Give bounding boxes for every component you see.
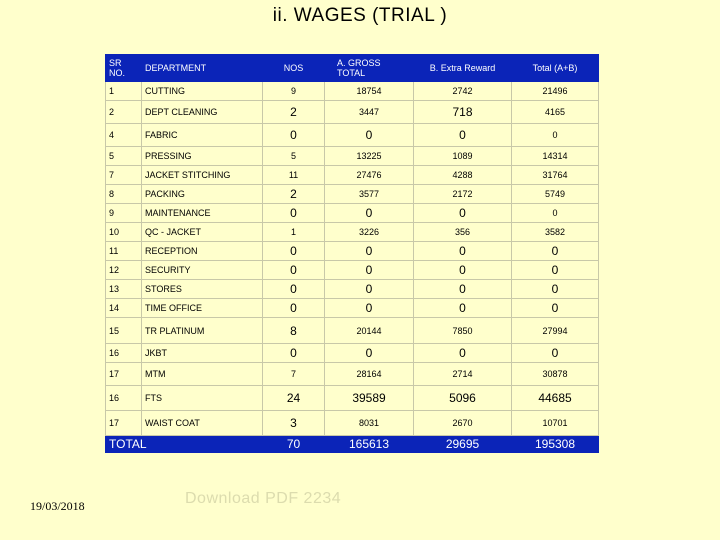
cell-sr: 16 [106,386,142,411]
cell-nos: 0 [263,261,325,280]
cell-extra-reward: 0 [414,299,512,318]
table-row [106,411,599,436]
cell-total: 3582 [512,223,599,242]
header-extra-reward: B. Extra Reward [414,55,512,82]
cell-nos: 2 [263,185,325,204]
cell-extra-reward: 356 [414,223,512,242]
cell-department: PRESSING [142,147,263,166]
table-row [106,185,599,204]
cell-department: FTS [142,386,263,411]
cell-extra-reward: 0 [414,204,512,223]
cell-gross-total: 0 [325,344,414,363]
cell-nos: 0 [263,299,325,318]
cell-total: 14314 [512,147,599,166]
wages-table [105,54,599,453]
cell-department: JKBT [142,344,263,363]
total-label: TOTAL [106,436,263,453]
total-extra: 29695 [414,436,512,453]
cell-nos: 8 [263,318,325,344]
cell-nos: 11 [263,166,325,185]
cell-sr: 13 [106,280,142,299]
cell-sr: 9 [106,204,142,223]
cell-gross-total: 13225 [325,147,414,166]
cell-department: DEPT CLEANING [142,101,263,124]
cell-gross-total: 18754 [325,82,414,101]
cell-gross-total: 39589 [325,386,414,411]
cell-department: TR PLATINUM [142,318,263,344]
header-department: DEPARTMENT [142,55,263,82]
table-row [106,166,599,185]
cell-sr: 14 [106,299,142,318]
cell-sr: 1 [106,82,142,101]
cell-gross-total: 3447 [325,101,414,124]
total-gross: 165613 [325,436,414,453]
table-row [106,124,599,147]
cell-extra-reward: 4288 [414,166,512,185]
cell-sr: 11 [106,242,142,261]
cell-nos: 24 [263,386,325,411]
total-row [106,436,599,453]
cell-nos: 0 [263,124,325,147]
cell-department: QC - JACKET [142,223,263,242]
total-nos: 70 [263,436,325,453]
cell-department: MTM [142,363,263,386]
cell-nos: 3 [263,411,325,436]
cell-extra-reward: 0 [414,124,512,147]
table-row [106,386,599,411]
table-row [106,223,599,242]
cell-nos: 0 [263,242,325,261]
table-row [106,299,599,318]
cell-extra-reward: 7850 [414,318,512,344]
cell-nos: 7 [263,363,325,386]
table-row [106,242,599,261]
cell-gross-total: 27476 [325,166,414,185]
cell-gross-total: 0 [325,242,414,261]
cell-nos: 9 [263,82,325,101]
cell-nos: 0 [263,344,325,363]
cell-gross-total: 0 [325,204,414,223]
header-gross-total: A. GROSS TOTAL [325,55,414,82]
cell-sr: 16 [106,344,142,363]
cell-nos: 0 [263,204,325,223]
cell-gross-total: 28164 [325,363,414,386]
cell-total: 0 [512,204,599,223]
cell-extra-reward: 1089 [414,147,512,166]
cell-gross-total: 0 [325,299,414,318]
cell-total: 27994 [512,318,599,344]
cell-total: 4165 [512,101,599,124]
total-total: 195308 [512,436,599,453]
page-title: ii. WAGES (TRIAL ) [272,5,448,26]
cell-extra-reward: 2742 [414,82,512,101]
cell-department: STORES [142,280,263,299]
cell-sr: 7 [106,166,142,185]
cell-sr: 10 [106,223,142,242]
footer-date: 19/03/2018 [30,499,85,513]
cell-gross-total: 0 [325,280,414,299]
cell-extra-reward: 2670 [414,411,512,436]
cell-department: FABRIC [142,124,263,147]
cell-sr: 4 [106,124,142,147]
cell-nos: 0 [263,280,325,299]
cell-total: 21496 [512,82,599,101]
cell-total: 0 [512,344,599,363]
cell-total: 0 [512,280,599,299]
table-row [106,280,599,299]
header-sr: SR NO. [106,55,142,82]
cell-gross-total: 0 [325,124,414,147]
table-body [106,82,599,436]
cell-extra-reward: 0 [414,242,512,261]
cell-department: PACKING [142,185,263,204]
table-row [106,363,599,386]
header-row [106,55,599,82]
cell-sr: 12 [106,261,142,280]
cell-department: MAINTENANCE [142,204,263,223]
cell-department: WAIST COAT [142,411,263,436]
cell-sr: 2 [106,101,142,124]
cell-department: CUTTING [142,82,263,101]
cell-department: RECEPTION [142,242,263,261]
cell-total: 0 [512,261,599,280]
cell-total: 10701 [512,411,599,436]
cell-sr: 8 [106,185,142,204]
cell-gross-total: 3577 [325,185,414,204]
cell-total: 30878 [512,363,599,386]
header-total: Total (A+B) [512,55,599,82]
cell-department: SECURITY [142,261,263,280]
cell-extra-reward: 2714 [414,363,512,386]
header-nos: NOS [263,55,325,82]
cell-extra-reward: 5096 [414,386,512,411]
table-row [106,261,599,280]
cell-gross-total: 3226 [325,223,414,242]
cell-sr: 5 [106,147,142,166]
cell-department: JACKET STITCHING [142,166,263,185]
cell-sr: 17 [106,363,142,386]
cell-sr: 15 [106,318,142,344]
cell-total: 44685 [512,386,599,411]
cell-total: 0 [512,299,599,318]
footer-watermark: Download PDF 2234 [185,490,342,507]
table-row [106,82,599,101]
table-row [106,318,599,344]
cell-total: 31764 [512,166,599,185]
cell-extra-reward: 2172 [414,185,512,204]
cell-extra-reward: 0 [414,344,512,363]
table-row [106,344,599,363]
cell-total: 0 [512,242,599,261]
cell-gross-total: 8031 [325,411,414,436]
cell-total: 5749 [512,185,599,204]
cell-nos: 1 [263,223,325,242]
cell-extra-reward: 0 [414,280,512,299]
cell-extra-reward: 0 [414,261,512,280]
cell-department: TIME OFFICE [142,299,263,318]
cell-extra-reward: 718 [414,101,512,124]
cell-sr: 17 [106,411,142,436]
table-row [106,147,599,166]
cell-total: 0 [512,124,599,147]
cell-gross-total: 20144 [325,318,414,344]
table-row [106,204,599,223]
table-row [106,101,599,124]
cell-nos: 5 [263,147,325,166]
cell-gross-total: 0 [325,261,414,280]
cell-nos: 2 [263,101,325,124]
